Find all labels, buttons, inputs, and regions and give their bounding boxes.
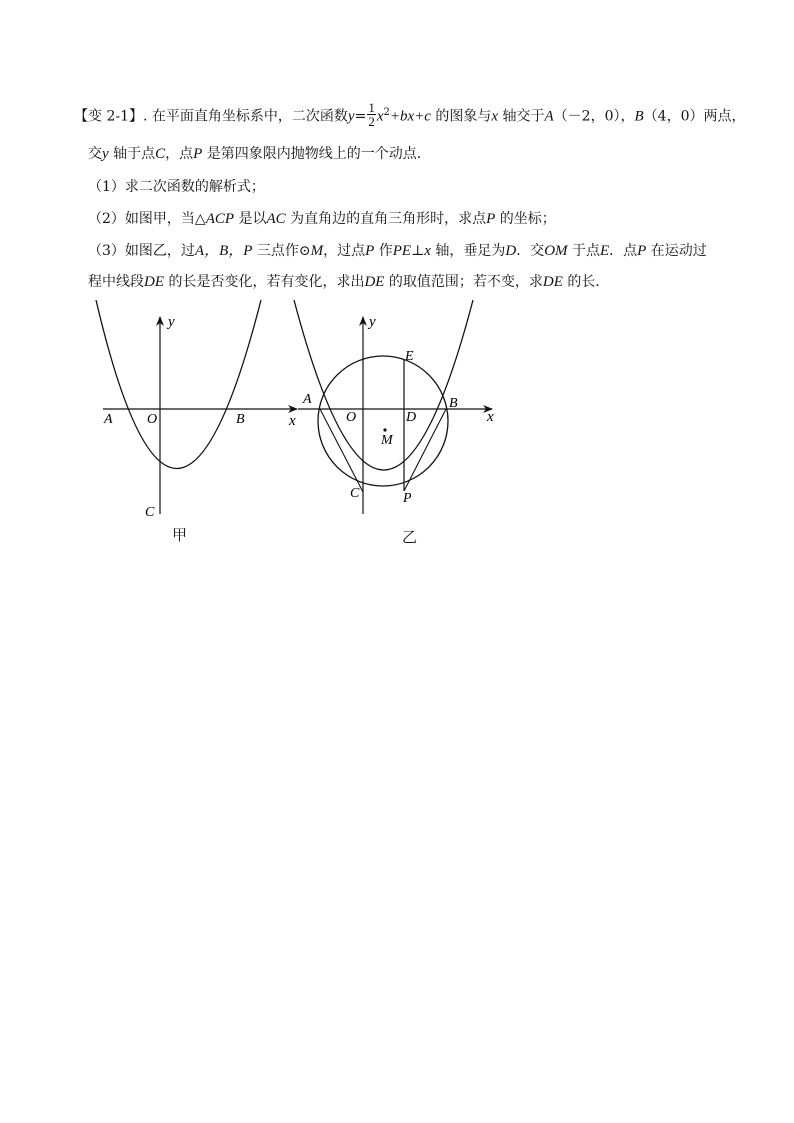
figure-caption-yi: 乙 [402, 528, 418, 546]
problem-line-1: 【变 2-1】. 在平面直角坐标系中，二次函数y= $\frac{1}{2}$ $x^2+bx+c$ 的图象与x 轴交于A（－2，0），B（4，0）两点， [74, 100, 746, 130]
problem-tag: 【变 2-1】 [74, 108, 143, 125]
parabola [96, 300, 261, 469]
question-3: （3）如图乙，过A，B，P 三点作⊙M，过点P 作PE⊥x 轴，垂足为D．交OM 于点E．点P 在运动过 [88, 243, 707, 259]
figure-yi [294, 300, 494, 514]
figure-jia [96, 300, 297, 520]
label-a: A [104, 412, 113, 427]
label-d: D [406, 410, 417, 425]
segment-ac [320, 409, 363, 492]
label-x: x [487, 409, 494, 425]
question-3-continued: 程中线段DE 的长是否变化，若有变化，求出DE 的取值范围；若不变，求DE 的长． [88, 274, 610, 290]
fraction-one-half: $\frac{1}{2}$ [368, 100, 375, 130]
label-c: C [350, 486, 360, 501]
point-m [383, 428, 386, 431]
figures-svg [0, 290, 794, 850]
label-c: C [145, 505, 155, 520]
label-e: E [405, 349, 414, 364]
label-a: A [303, 392, 312, 407]
figure-caption-jia: 甲 [172, 526, 188, 544]
label-p: P [403, 491, 412, 506]
label-o: O [147, 412, 158, 427]
question-2: （2）如图甲，当△ACP 是以AC 为直角边的直角三角形时，求点P 的坐标； [88, 211, 556, 227]
label-y: y [369, 314, 376, 330]
label-y: y [168, 314, 175, 330]
circle-m [318, 356, 448, 486]
label-o: O [346, 410, 357, 425]
label-b: B [236, 412, 245, 427]
label-m: M [381, 433, 393, 448]
problem-line-2: 交y 轴于点C，点P 是第四象限内抛物线上的一个动点． [88, 146, 431, 162]
question-1: （1）求二次函数的解析式； [88, 179, 265, 195]
label-b: B [449, 396, 458, 411]
label-x: x [289, 413, 296, 429]
